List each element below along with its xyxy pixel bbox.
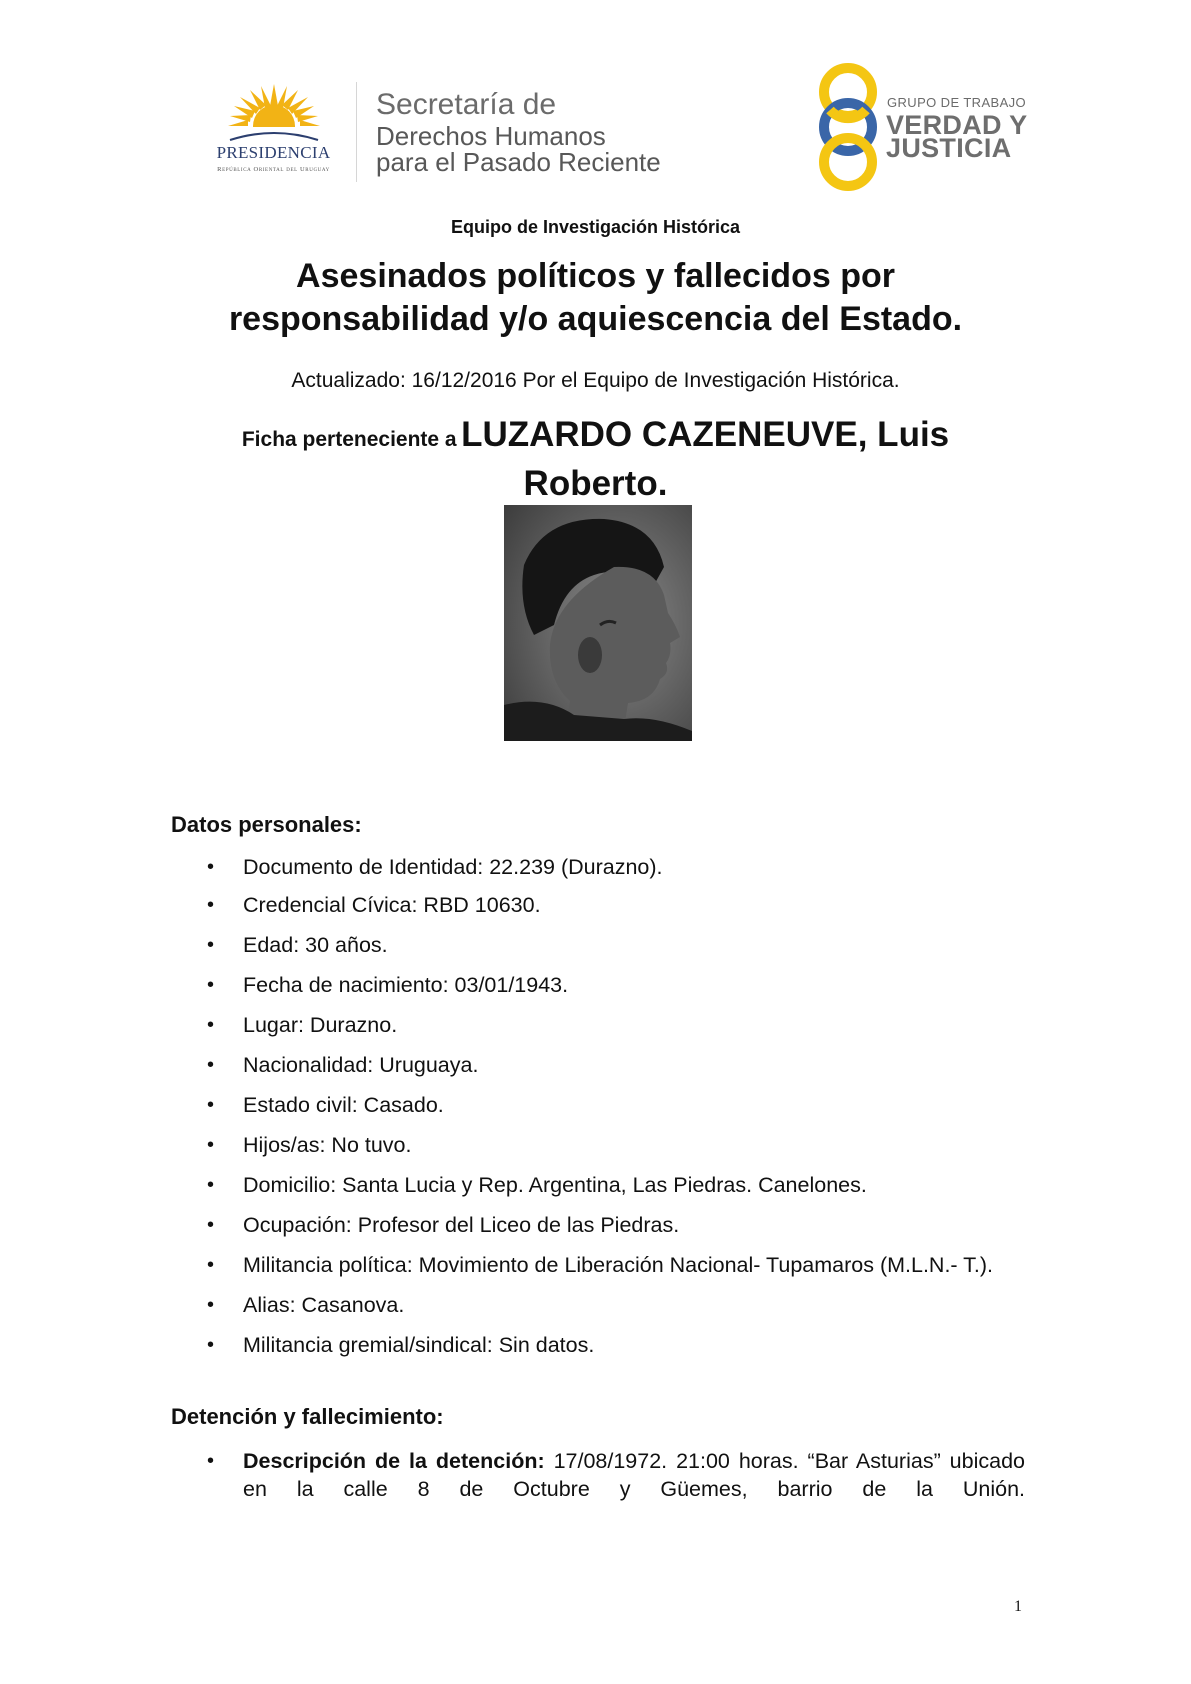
list-item: • Fecha de nacimiento: 03/01/1943. <box>207 971 1025 999</box>
sun-icon <box>226 80 322 150</box>
list-item: • Edad: 30 años. <box>207 931 1025 959</box>
list-item <box>207 1447 1025 1503</box>
list-item: • Nacionalidad: Uruguaya. <box>207 1051 1025 1079</box>
list-item: • Hijos/as: No tuvo. <box>207 1131 1025 1159</box>
page-title-line2: responsabilidad y/o aquiescencia del Estado. <box>228 300 963 338</box>
list-item: • Lugar: Durazno. <box>207 1011 1025 1039</box>
person-name-line2: Roberto. <box>523 464 668 503</box>
detencion-text: 17/08/1972. 21:00 horas. “Bar Asturias” ubicado en la calle 8 de Octubre y Güemes, barrio de la Unión. <box>243 1449 1025 1501</box>
list-item: • Estado civil: Casado. <box>207 1091 1025 1119</box>
list-item: • Documento de Identidad: 22.239 (Durazno). <box>207 853 1025 881</box>
section-heading-detencion: Detención y fallecimiento: <box>171 1404 444 1429</box>
team-heading: Equipo de Investigación Histórica <box>450 217 741 237</box>
page-title <box>0 255 1191 341</box>
verdad-justicia-logo <box>810 62 1030 192</box>
presidencia-logo <box>196 80 356 190</box>
list-item: • Credencial Cívica: RBD 10630. <box>207 891 1025 919</box>
secretaria-line2: Derechos Humanos <box>376 121 606 151</box>
list-item: • Ocupación: Profesor del Liceo de las Piedras. <box>207 1211 1025 1239</box>
secretaria-line1: Secretaría de <box>376 88 557 121</box>
detencion-label: Descripción de la detención: <box>243 1449 545 1473</box>
presidencia-word: PRESIDENCIA <box>216 143 331 162</box>
ficha-prefix: Ficha perteneciente a <box>241 428 457 451</box>
datos-personales-list <box>207 853 1025 1359</box>
section-heading-datos-personales: Datos personales: <box>171 812 362 837</box>
gtvj-small-label: GRUPO DE TRABAJO <box>887 95 1027 110</box>
interlocked-rings-icon <box>810 62 886 192</box>
updated-line: Actualizado: 16/12/2016 Por el Equipo de Investigación Histórica. <box>291 369 900 392</box>
list-item: • Militancia gremial/sindical: Sin datos. <box>207 1331 1025 1359</box>
presidencia-subtitle: República Oriental del Uruguay <box>217 166 330 173</box>
secretaria-line3: para el Pasado Reciente <box>376 147 661 177</box>
page-title-line1: Asesinados políticos y fallecidos por <box>296 257 895 295</box>
list-item: • Alias: Casanova. <box>207 1291 1025 1319</box>
person-name-line1: LUZARDO CAZENEUVE, Luis <box>461 415 950 454</box>
page-number: 1 <box>1014 1598 1022 1615</box>
list-item: • Domicilio: Santa Lucia y Rep. Argentina, Las Piedras. Canelones. <box>207 1171 1025 1199</box>
logo-divider <box>356 82 357 182</box>
detencion-list <box>207 1447 1025 1503</box>
ficha-heading <box>0 414 1191 505</box>
list-item: • Militancia política: Movimiento de Liberación Nacional- Tupamaros (M.L.N.- T.). <box>207 1251 1025 1279</box>
profile-portrait-image <box>504 505 692 741</box>
gtvj-line1: VERDAD Y <box>886 110 1028 140</box>
gtvj-line2: JUSTICIA <box>886 133 1012 163</box>
person-photo <box>504 505 692 741</box>
secretaria-logo-text <box>376 90 661 175</box>
